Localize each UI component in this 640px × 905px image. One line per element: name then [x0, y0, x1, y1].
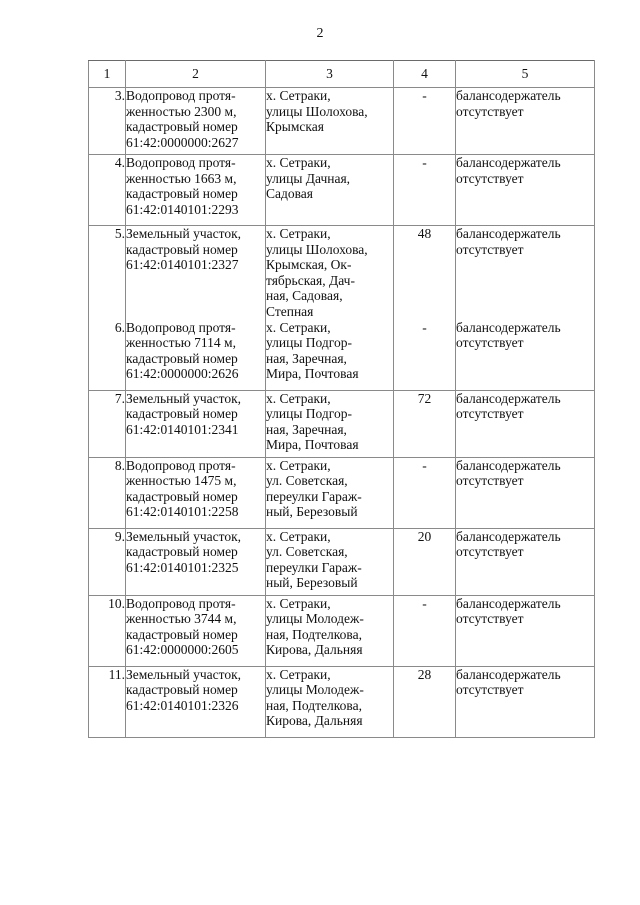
object-quantity: -	[394, 595, 456, 666]
column-header-3: 3	[266, 61, 394, 88]
balance-holder: балансодержатель отсутствует	[456, 528, 595, 595]
table-row	[89, 666, 595, 737]
balance-holder: балансодержатель отсутствует	[456, 666, 595, 737]
page-number: 2	[316, 26, 324, 41]
object-quantity: 48	[394, 226, 456, 320]
object-address: х. Сетраки, улицы Подгор- ная, Заречная, Мира, Почтовая	[266, 320, 394, 391]
table-row	[89, 88, 595, 155]
object-name: Земельный участок, кадастровый номер 61:42:0140101:2341	[126, 390, 266, 457]
table-row	[89, 226, 595, 320]
object-quantity: 72	[394, 390, 456, 457]
object-address: х. Сетраки, ул. Советская, переулки Гараж- ный, Березовый	[266, 528, 394, 595]
balance-holder: балансодержатель отсутствует	[456, 320, 595, 391]
object-address: х. Сетраки, улицы Дачная, Садовая	[266, 155, 394, 226]
header-row	[89, 61, 595, 88]
row-number: 5.	[89, 226, 126, 320]
table-row	[89, 528, 595, 595]
object-address: х. Сетраки, ул. Советская, переулки Гараж- ный, Березовый	[266, 457, 394, 528]
table-body	[89, 88, 595, 738]
object-quantity: -	[394, 320, 456, 391]
row-number: 4.	[89, 155, 126, 226]
row-number: 8.	[89, 457, 126, 528]
object-name: Водопровод протя- женностью 1475 м, кадастровый номер 61:42:0140101:2258	[126, 457, 266, 528]
row-number: 6.	[89, 320, 126, 391]
object-name: Водопровод протя- женностью 7114 м, кадастровый номер 61:42:0000000:2626	[126, 320, 266, 391]
object-quantity: -	[394, 457, 456, 528]
object-name: Земельный участок, кадастровый номер 61:42:0140101:2326	[126, 666, 266, 737]
column-header-4: 4	[394, 61, 456, 88]
balance-holder: балансодержатель отсутствует	[456, 457, 595, 528]
object-name: Водопровод протя- женностью 3744 м, кадастровый номер 61:42:0000000:2605	[126, 595, 266, 666]
object-quantity: 28	[394, 666, 456, 737]
object-name: Земельный участок, кадастровый номер 61:42:0140101:2325	[126, 528, 266, 595]
object-address: х. Сетраки, улицы Шолохова, Крымская	[266, 88, 394, 155]
object-address: х. Сетраки, улицы Подгор- ная, Заречная, Мира, Почтовая	[266, 390, 394, 457]
object-address: х. Сетраки, улицы Молодеж- ная, Подтелкова, Кирова, Дальняя	[266, 595, 394, 666]
balance-holder: балансодержатель отсутствует	[456, 155, 595, 226]
balance-holder: балансодержатель отсутствует	[456, 226, 595, 320]
object-address: х. Сетраки, улицы Шолохова, Крымская, Ок- тябрьская, Дач- ная, Садовая, Степная	[266, 226, 394, 320]
object-address: х. Сетраки, улицы Молодеж- ная, Подтелкова, Кирова, Дальняя	[266, 666, 394, 737]
row-number: 10.	[89, 595, 126, 666]
table-row	[89, 595, 595, 666]
table-row	[89, 390, 595, 457]
table-row	[89, 457, 595, 528]
table-row	[89, 155, 595, 226]
table-row	[89, 320, 595, 391]
row-number: 11.	[89, 666, 126, 737]
object-name: Водопровод протя- женностью 2300 м, кадастровый номер 61:42:0000000:2627	[126, 88, 266, 155]
column-header-1: 1	[89, 61, 126, 88]
row-number: 7.	[89, 390, 126, 457]
column-header-2: 2	[126, 61, 266, 88]
balance-holder: балансодержатель отсутствует	[456, 88, 595, 155]
object-quantity: -	[394, 88, 456, 155]
object-quantity: 20	[394, 528, 456, 595]
table-header	[89, 61, 595, 88]
object-name: Водопровод протя- женностью 1663 м, кадастровый номер 61:42:0140101:2293	[126, 155, 266, 226]
balance-holder: балансодержатель отсутствует	[456, 390, 595, 457]
row-number: 3.	[89, 88, 126, 155]
row-number: 9.	[89, 528, 126, 595]
column-header-5: 5	[456, 61, 595, 88]
property-table	[88, 60, 595, 738]
object-quantity: -	[394, 155, 456, 226]
balance-holder: балансодержатель отсутствует	[456, 595, 595, 666]
object-name: Земельный участок, кадастровый номер 61:42:0140101:2327	[126, 226, 266, 320]
